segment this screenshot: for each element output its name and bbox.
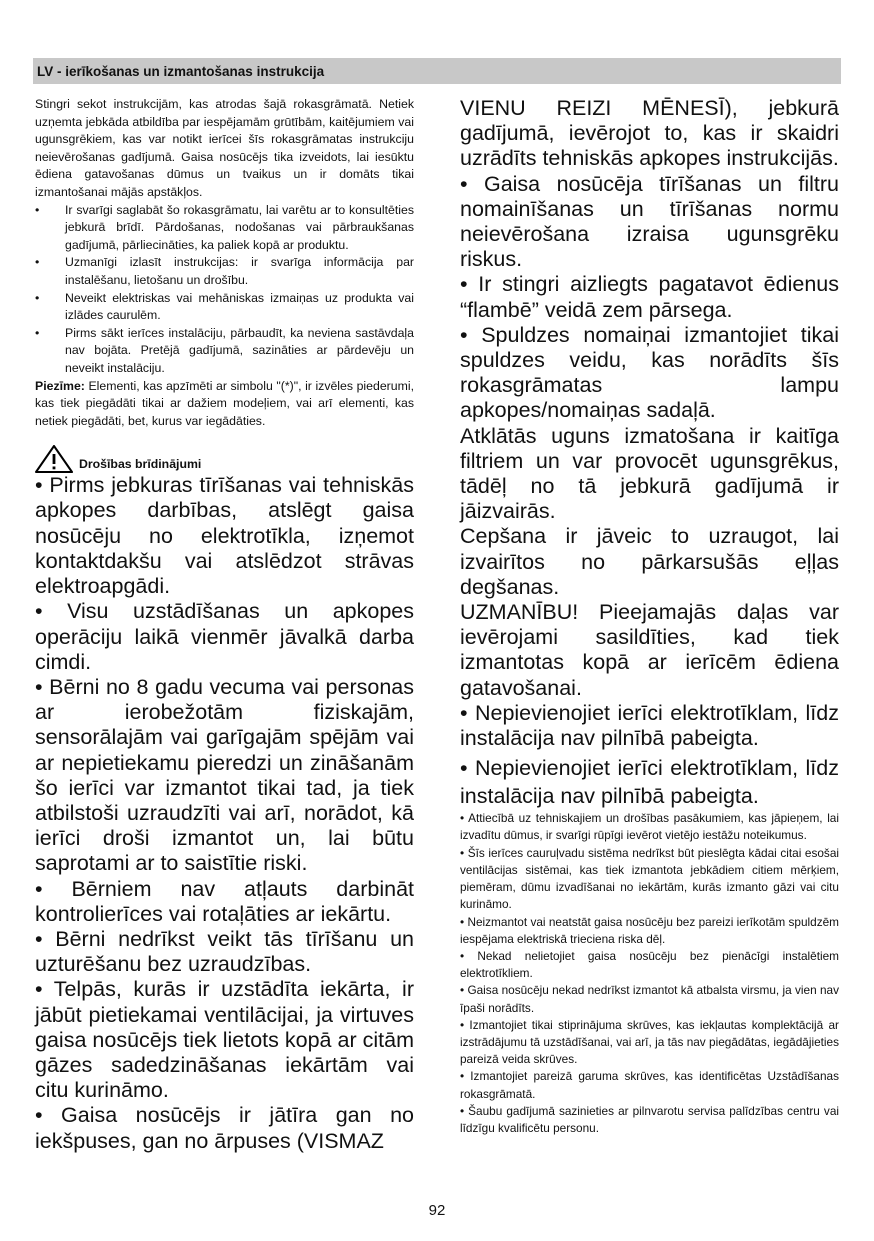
section-header xyxy=(33,58,841,84)
warning-item: VIENU REIZI MĒNESĪ), jebkurā gadījumā, ievērojot to, kas ir skaidri uzrādīts tehniskās apkopes instrukcijās. xyxy=(460,96,839,171)
section-title: LV - ierīkošanas un izmantošanas instrukcija xyxy=(37,64,325,79)
warning-item: Atklātās uguns izmatošana ir kaitīga filtriem un var provocēt ugunsgrēkus, tādēļ no tā jebkurā gadījumā ir jāizvairās. xyxy=(460,423,839,524)
warning-item: • Nepievienojiet ierīci elektrotīklam, līdz instalācija nav pilnībā pabeigta. xyxy=(460,700,839,751)
safety-item: • Nekad nelietojiet gaisa nosūcēju bez pienācīgi instalētiem elektrotīkliem. xyxy=(460,948,839,981)
safety-item: • Gaisa nosūcēju nekad nedrīkst izmantot kā atbalsta virsmu, ja vien nav īpaši norādīts. xyxy=(460,983,839,1015)
left-column xyxy=(35,96,414,1154)
warning-item: • Bērni nedrīkst veikt tās tīrīšanu un uzturēšanu bez uzraudzības. xyxy=(35,926,414,977)
page-number: 92 xyxy=(428,1202,446,1219)
safety-item: • Izmantojiet tikai stiprinājuma skrūves, kas iekļautas komplektācijā ar izstrādājumu tā uzstādīšanai, vai arī, ja tās nav piegādātas, iegādājieties pareizā veida skrūves. xyxy=(460,1017,839,1067)
warning-triangle-icon xyxy=(35,445,73,473)
safety-item: • Izmantojiet pareizā garuma skrūves, kas identificētas Uzstādīšanas rokasgrāmatā. xyxy=(460,1069,839,1101)
warning-item-repeat: • Nepievienojiet ierīci elektrotīklam, līdz instalācija nav pilnībā pabeigta. xyxy=(460,756,839,809)
safety-item: • Neizmantot vai neatstāt gaisa nosūcēju bez pareizi ierīkotām spuldzēm iespējama elektriskā trieciena riska dēļ. xyxy=(460,914,839,946)
warning-item: UZMANĪBU! Pieejamajās daļas var ievērojami sasildīties, kad tiek izmantotas kopā ar ierīcēm ēdiena gatavošanai. xyxy=(460,600,839,700)
intro-bullet-list xyxy=(35,202,414,378)
safety-item: • Šīs ierīces cauruļvadu sistēma nedrīkst būt pieslēgta kādai citai esošai ventilācijas sistēmai, kas tiek izmantota jebkādiem citiem mērķiem, piemēram, dūmu izvadīšanai no iekārtām, kurās izmanto gāzi vai citu kurināmo. xyxy=(460,845,839,912)
safety-item: • Attiecībā uz tehniskajiem un drošības pasākumiem, kas jāpieņem, lai izvadītu dūmus, ir svarīgi rūpīgi ievērot vietējo iestāžu noteikumus. xyxy=(460,811,839,843)
right-column xyxy=(460,96,839,1137)
intro-paragraph: Stingri sekot instrukcijām, kas atrodas šajā rokasgrāmatā. Netiek uzņemta jebkāda atbildība par iespējamām grūtībām, kaitējumiem vai ugunsgrēkiem, kas var notikt ierīcei šīs rokasgrāmatas instrukciju neievērošanas gadījumā. Gaisa nosūcējs tika izveidots, lai iesūktu ēdiena gatavošanas dūmus un tvaikus un ir domāts tikai izmantošanai mājās apstākļos. xyxy=(35,97,414,199)
safety-title: Drošības brīdinājumi xyxy=(79,457,202,472)
warning-item: • Spuldzes nomaiņai izmantojiet tikai spuldzes veidu, kas norādīts šīs rokasgrāmatas lampu apkopes/nomaiņas sadaļā. xyxy=(460,322,839,423)
note-label: Piezīme: xyxy=(35,378,85,393)
warning-item: • Pirms jebkuras tīrīšanas vai tehniskās apkopes darbības, atslēgt gaisa nosūcēju no elektrotīkla, izņemot kontaktdakšu vai atslēdzot strāvas elektroapgādi. xyxy=(35,473,414,599)
note-text: Elementi, kas apzīmēti ar simbolu "(*)", ir izvēles piederumi, kas tiek piegādāti tikai ar dažiem modeļiem, vai arī elementi, kas netiek piegādāti, bet, kurus var iegādāties. xyxy=(35,378,414,428)
warning-item: Cepšana ir jāveic to uzraugot, lai izvairītos no pārkarsušās eļļas degšanas. xyxy=(460,524,839,599)
warning-item: • Bērni no 8 gadu vecuma vai personas ar ierobežotām fiziskajām, sensorālajām vai garīgajām spējām vai ar nepietiekamu pieredzi un zināšanām šo ierīci var izmantot tikai tad, ja tiek atbilstoši uzraudzīti vai arī, norādot, kā ierīci droši izmantot un, lai būtu saprotami ar to saistītie riski. xyxy=(35,674,414,876)
warning-item: • Gaisa nosūcējs ir jātīra gan no iekšpuses, gan no ārpuses (VISMAZ xyxy=(35,1103,414,1153)
warning-item: • Visu uzstādīšanas un apkopes operāciju laikā vienmēr jāvalkā darba cimdi. xyxy=(35,599,414,674)
list-item: • Uzmanīgi izlasīt instrukcijas: ir svarīga informācija par instalēšanu, lietošanu un drošību. xyxy=(35,255,414,287)
list-item: • Neveikt elektriskas vai mehāniskas izmaiņas uz produkta vai izlādes caurulēm. xyxy=(35,290,414,323)
warning-item: • Gaisa nosūcēja tīrīšanas un filtru nomainīšanas un tīrīšanas normu neievērošana izraisa ugunsgrēku riskus. xyxy=(460,171,839,272)
safety-heading xyxy=(35,445,414,473)
list-item: • Ir svarīgi saglabāt šo rokasgrāmatu, lai varētu ar to konsultēties jebkurā brīdī. Pārdošanas, nodošanas vai pārbraukšanas gadījumā, pārliecināties, ka paliek kopā ar produktu. xyxy=(35,202,414,252)
warning-item: • Bērniem nav atļauts darbināt kontrolierīces vai rotaļāties ar iekārtu. xyxy=(35,876,414,926)
list-item: • Pirms sākt ierīces instalāciju, pārbaudīt, ka neviena sastāvdaļa nav bojāta. Pretējā gadījumā, sazināties ar pārdevēju un neveikt instalāciju. xyxy=(35,325,414,375)
warning-item: • Ir stingri aizliegts pagatavot ēdienus “flambē” veidā zem pārsega. xyxy=(460,272,839,322)
safety-item: • Šaubu gadījumā sazinieties ar pilnvarotu servisa palīdzības centru vai līdzīgu kvalificētu personu. xyxy=(460,1103,839,1135)
warning-item: • Telpās, kurās ir uzstādīta iekārta, ir jābūt pietiekamai ventilācijai, ja virtuves gaisa nosūcējs tiek lietots kopā ar citām gāzes sadedzināšanas iekārtām vai citu kurināmo. xyxy=(35,977,414,1103)
note-paragraph xyxy=(35,378,414,431)
